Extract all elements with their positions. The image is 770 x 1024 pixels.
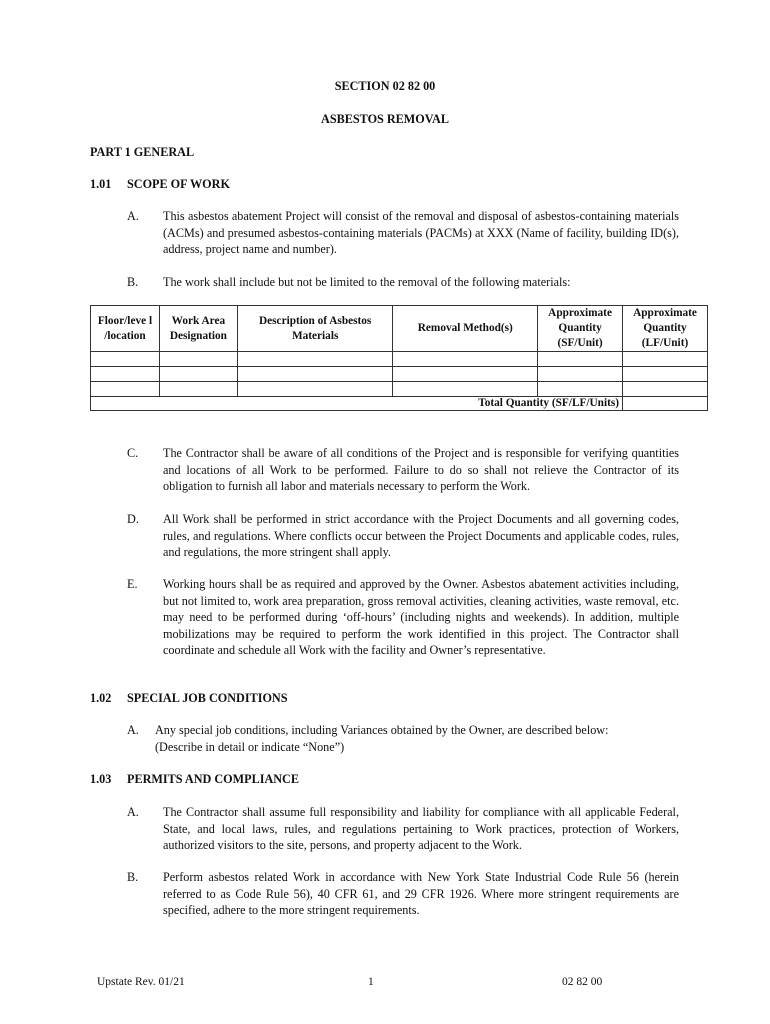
total-quantity-label: Total Quantity (SF/LF/Units) [91, 397, 623, 411]
column-header: Description of Asbestos Materials [237, 306, 393, 352]
total-row [91, 397, 708, 411]
article-1-01-number: 1.01 [90, 177, 112, 191]
scope-paragraph-e: Working hours shall be as required and approved by the Owner. Asbestos abatement activities including, but not limited to, work area preparation, gross removal activities, cleaning activities, waste removal, etc. may need to be performed during ‘off-hours’ (including nights and weekends). In addition, multiple mobilizations may be required to perform the work identified in this project. The Contractor shall coordinate and schedule all Work with the facility and Owner’s representative. [163, 577, 679, 657]
permits-paragraph-b: Perform asbestos related Work in accordance with New York State Industrial Code Rule 56 (herein referred to as Code Rule 56), 40 CFR 61, and 29 CFR 1926. Where more stringent requirements are specified, adhere to the more stringent requirements. [163, 870, 679, 917]
article-1-03-number: 1.03 [90, 772, 112, 786]
special-conditions-instruction: (Describe in detail or indicate “None”) [155, 740, 345, 754]
part-heading: PART 1 GENERAL [90, 145, 195, 159]
table-row [91, 382, 708, 397]
footer-page-number: 1 [368, 976, 374, 988]
paragraph-label: A. [127, 209, 139, 223]
article-1-02-heading: SPECIAL JOB CONDITIONS [127, 691, 288, 705]
paragraph-label: A. [127, 805, 139, 819]
scope-paragraph-c: The Contractor shall be aware of all conditions of the Project and is responsible for verifying quantities and locations of all Work to be performed. Failure to do so shall not relieve the Contractor of its obligation to furnish all labor and materials necessary to perform the Work. [163, 446, 679, 493]
paragraph-label: D. [127, 512, 139, 526]
article-1-03-heading: PERMITS AND COMPLIANCE [127, 772, 299, 786]
column-header: Work Area Designation [159, 306, 237, 352]
paragraph-label: A. [127, 723, 139, 737]
document-title: ASBESTOS REMOVAL [321, 112, 449, 126]
column-header: Approximate Quantity (SF/Unit) [538, 306, 623, 352]
scope-paragraph-d: All Work shall be performed in strict accordance with the Project Documents and all governing codes, rules, and regulations. Where conflicts occur between the Project Documents and applicable codes, rules, and regulations, the more stringent shall apply. [163, 512, 679, 559]
section-number: SECTION 02 82 00 [334, 79, 436, 93]
column-header: Removal Method(s) [393, 306, 538, 352]
scope-paragraph-b: The work shall include but not be limited to the removal of the following materials: [163, 275, 571, 289]
article-1-02-number: 1.02 [90, 691, 112, 705]
materials-table [90, 305, 708, 411]
column-header: Approximate Quantity (LF/Unit) [623, 306, 708, 352]
paragraph-label: B. [127, 275, 139, 289]
column-header: Floor/leve l /location [91, 306, 160, 352]
paragraph-label: C. [127, 446, 139, 460]
permits-paragraph-a: The Contractor shall assume full responsibility and liability for compliance with all applicable Federal, State, and local laws, rules, and regulations pertaining to Work practices, protection of Workers, authorized visitors to the site, persons, and property adjacent to the Work. [163, 805, 679, 852]
special-conditions-text: Any special job conditions, including Variances obtained by the Owner, are described below: [155, 723, 609, 737]
paragraph-label: B. [127, 870, 139, 884]
table-row [91, 367, 708, 382]
footer-revision: Upstate Rev. 01/21 [97, 976, 185, 988]
paragraph-label: E. [127, 577, 138, 591]
table-header-row [91, 306, 708, 352]
article-1-01-heading: SCOPE OF WORK [127, 177, 230, 191]
table-row [91, 352, 708, 367]
footer-section-number: 02 82 00 [562, 976, 603, 988]
scope-paragraph-a: This asbestos abatement Project will consist of the removal and disposal of asbestos-containing materials (ACMs) and presumed asbestos-containing materials (PACMs) at XXX (Name of facility, building ID(s), address, project name and number). [163, 209, 679, 256]
